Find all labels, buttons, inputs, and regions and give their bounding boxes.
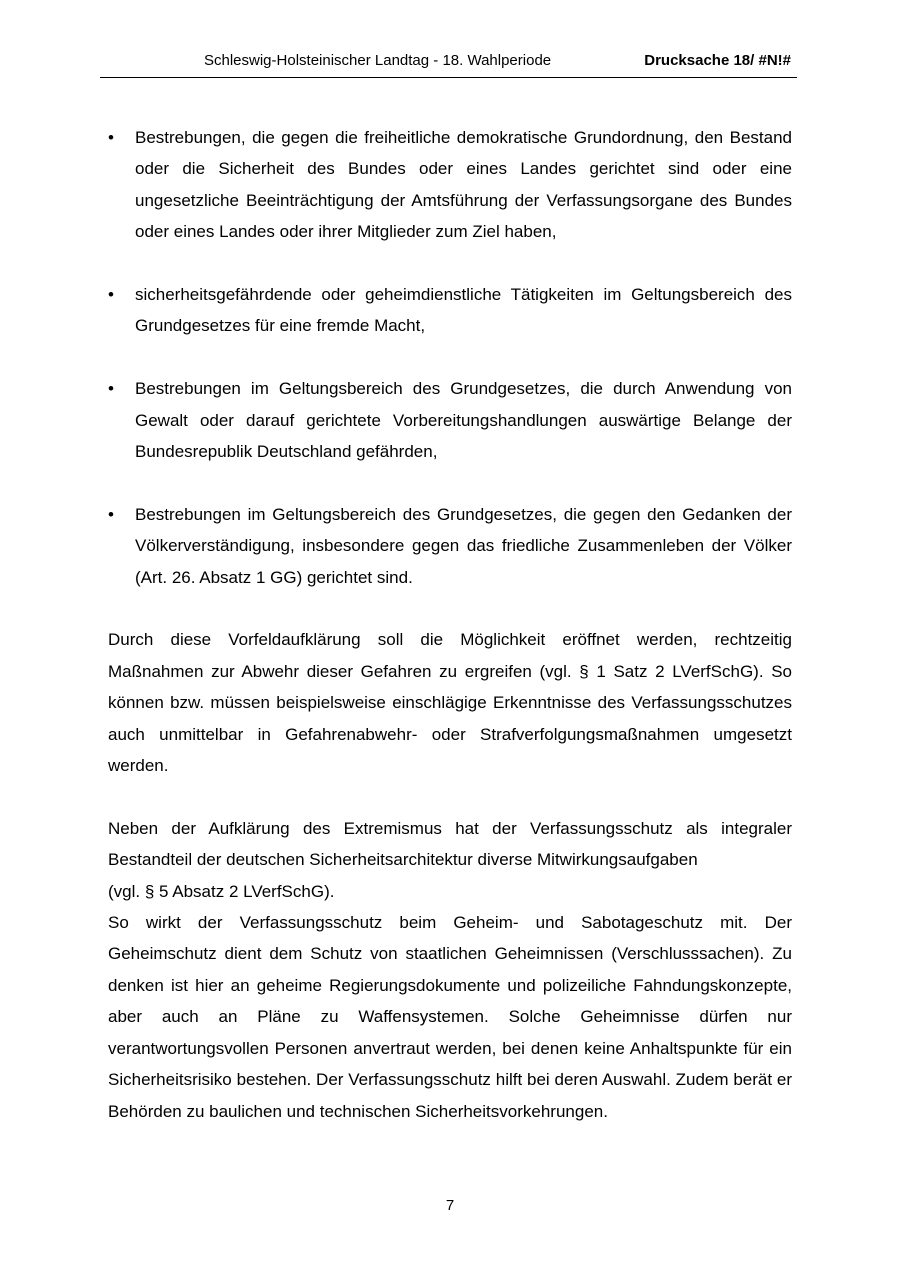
bullet-list (108, 122, 792, 593)
bullet-icon: • (108, 128, 114, 147)
paragraph-vorfeld: Durch diese Vorfeldaufklärung soll die Möglichkeit eröffnet werden, rechtzeitig Maßnahmen zur Abwehr dieser Gefahren zu ergreifen (vgl. § 1 Satz 2 LVerfSchG). So können bzw. müssen beispielsweise einschlägige Erkenntnisse des Verfassungsschutzes auch unmittelbar in Gefahrenabwehr- oder Strafverfolgungsmaßnahmen umgesetzt werden. (108, 630, 792, 776)
paragraph-extremismus-line-3: (vgl. § 5 Absatz 2 LVerfSchG). (108, 881, 335, 901)
document-body (108, 122, 792, 1127)
paragraph-extremismus-line-2: Bestandteil der deutschen Sicherheitsarchitektur diverse Mitwirkungsaufgaben (108, 850, 698, 870)
page-number: 7 (445, 1197, 455, 1214)
bullet-text-1: Bestrebungen, die gegen die freiheitliche demokratische Grundordnung, den Bestand oder die Sicherheit des Bundes oder eines Landes gerichtet sind oder eine ungesetzliche Beeinträchtigung der Amtsführung der Verfassungsorgane des Bundes oder eines Landes oder ihrer Mitglieder zum Ziel haben, (135, 128, 792, 242)
bullet-item-1 (108, 122, 792, 248)
bullet-text-4: Bestrebungen im Geltungsbereich des Grundgesetzes, die gegen den Gedanken der Völkerverständigung, insbesondere gegen das friedliche Zusammenleben der Völker (Art. 26. Absatz 1 GG) gerichtet sind. (135, 504, 792, 587)
header-title: Schleswig-Holsteinischer Landtag - 18. Wahlperiode (204, 52, 552, 69)
header-drucksache: Drucksache 18/ #N!# (644, 52, 791, 69)
bullet-item-2 (108, 279, 792, 342)
bullet-text-3: Bestrebungen im Geltungsbereich des Grundgesetzes, die durch Anwendung von Gewalt oder darauf gerichtete Vorbereitungshandlungen auswärtige Belange der Bundesrepublik Deutschland gefährden, (135, 379, 792, 462)
paragraph-geheimschutz: So wirkt der Verfassungsschutz beim Geheim- und Sabotageschutz mit. Der Geheimschutz dient dem Schutz von staatlichen Geheimnissen (Verschlusssachen). Zu denken ist hier an geheime Regierungsdokumente und polizeiliche Fahndungskonzepte, aber auch an Pläne zu Waffensystemen. Solche Geheimnisse dürfen nur verantwortungsvollen Personen anvertraut werden, bei denen keine Anhaltspunkte für ein Sicherheitsrisiko bestehen. Der Verfassungsschutz hilft bei deren Auswahl. Zudem berät er Behörden zu baulichen und technischen Sicherheitsvorkehrungen. (108, 913, 792, 1121)
bullet-item-3 (108, 373, 792, 467)
paragraph-extremismus-line-1: Neben der Aufklärung des Extremismus hat der Verfassungsschutz als integraler (108, 818, 792, 838)
paragraph-extremismus (108, 813, 792, 907)
bullet-item-4 (108, 499, 792, 593)
bullet-icon: • (108, 504, 114, 524)
bullet-icon: • (108, 379, 114, 399)
bullet-icon: • (108, 285, 114, 305)
page-header (100, 51, 797, 78)
bullet-text-2: sicherheitsgefährdende oder geheimdienstliche Tätigkeiten im Geltungsbereich des Grundgesetzes für eine fremde Macht, (135, 285, 792, 336)
